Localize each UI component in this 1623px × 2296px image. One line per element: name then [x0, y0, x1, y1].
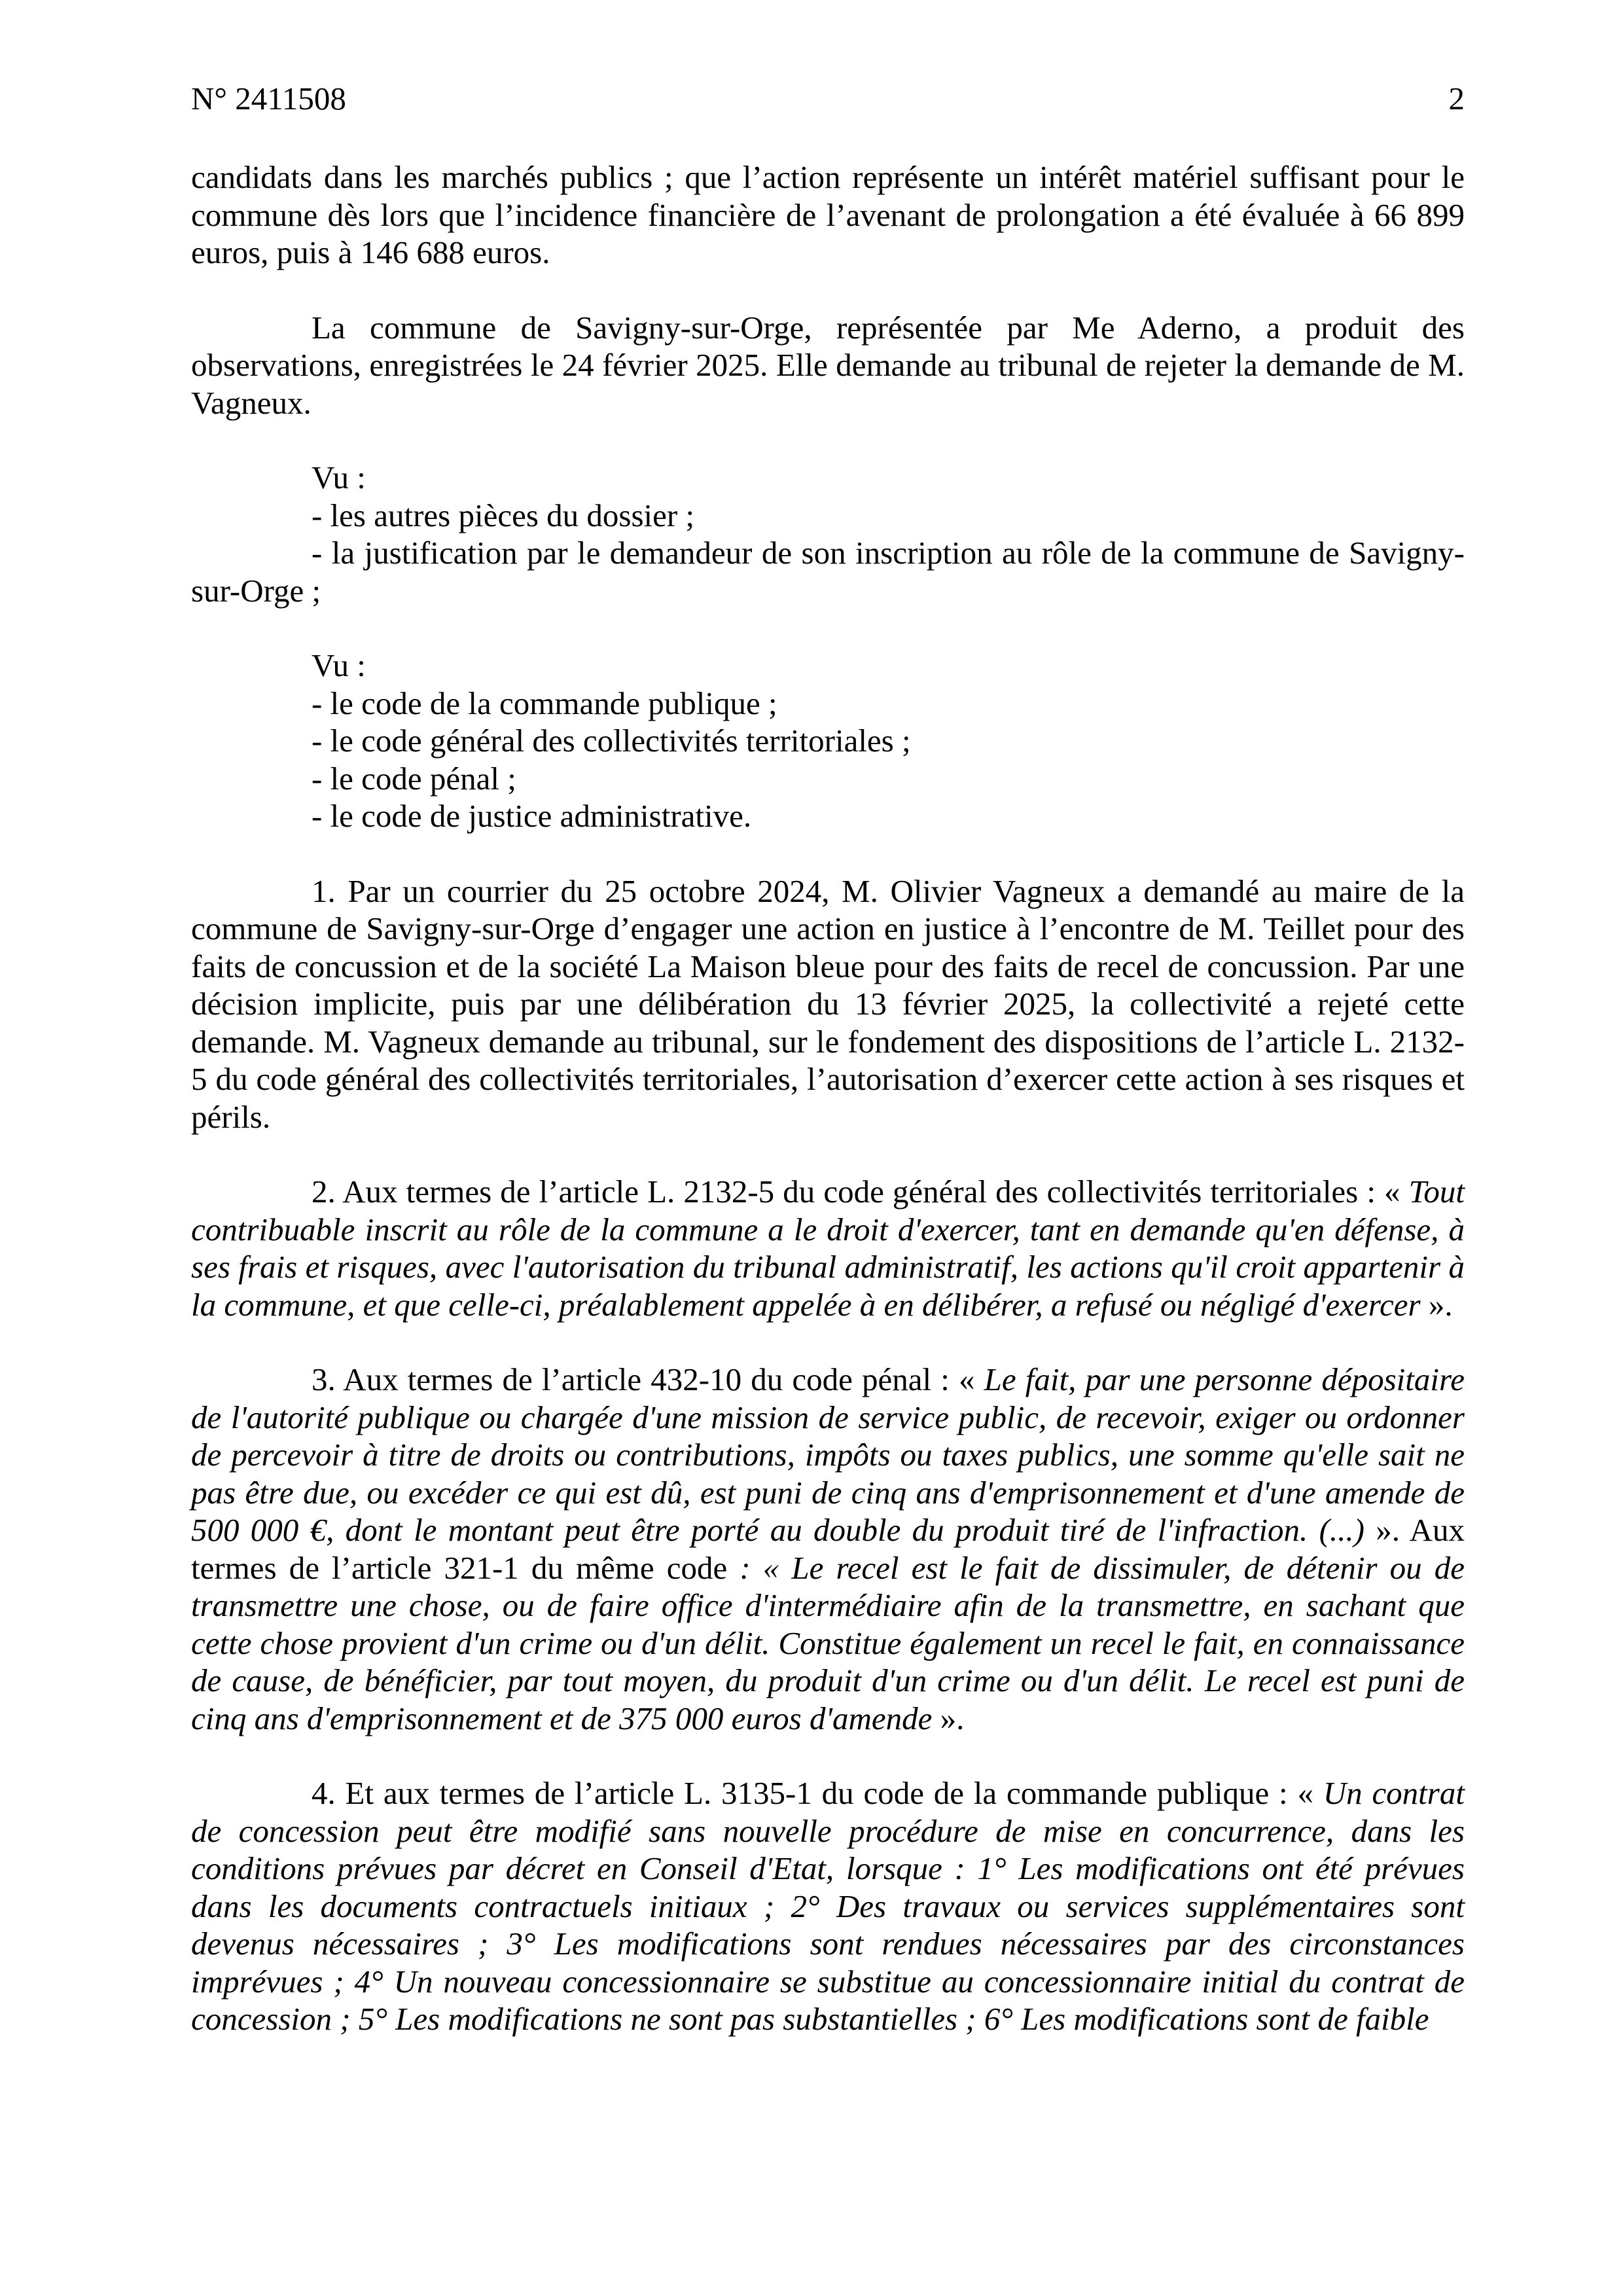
- numbered-paragraph-1: 1. Par un courrier du 25 octobre 2024, M. Olivier Vagneux a demandé au maire de la commune de Savigny-sur-Orge d’engager une action en justice à l’encontre de M. Teillet pour des faits de concussion et de la société La Maison bleue pour des faits de recel de concussion. Par une décision implicite, puis par une délibération du 13 février 2025, la collectivité a rejeté cette demande. M. Vagneux demande au tribunal, sur le fondement des dispositions de l’article L. 2132-5 du code général des collectivités territoriales, l’autorisation d’exercer cette action à ses risques et périls.: [191, 872, 1465, 1135]
- vu-item: - le code de la commande publique ;: [312, 685, 777, 721]
- vu-item: - les autres pièces du dossier ;: [312, 497, 695, 533]
- vu-section-codes: [191, 647, 1465, 835]
- vu-section-pieces: [191, 459, 1465, 609]
- legal-quote: Un contrat de concession peut être modifié sans nouvelle procédure de mise en concurrence, dans les conditions prévues par décret en Conseil d'Etat, lorsque : 1° Les modifications ont été prévues dans les documents contractuels initiaux ; 2° Des travaux ou services supplémentaires sont devenus nécessaires ; 3° Les modifications sont rendues nécessaires par des circonstances imprévues ; 4° Un nouveau concessionnaire se substitue au concessionnaire initial du contrat de concession ; 5° Les modifications ne sont pas substantielles ; 6° Les modifications sont de faible: [191, 1775, 1465, 2037]
- vu-item: - le code pénal ;: [312, 760, 516, 797]
- paragraph-continuation: candidats dans les marchés publics ; que l’action représente un intérêt matériel suffisant pour le commune dès lors que l’incidence financière de l’avenant de prolongation a été évaluée à 66 899 euros, puis à 146 688 euros.: [191, 159, 1465, 270]
- document-body: [191, 158, 1465, 2038]
- quote-close: ».: [1420, 1286, 1453, 1323]
- page-header: [191, 80, 1465, 118]
- vu-item: - le code général des collectivités territoriales ;: [312, 723, 911, 759]
- vu-item: - le code de justice administrative.: [312, 798, 752, 834]
- paragraph-intro: 3. Aux termes de l’article 432-10 du code pénal : «: [312, 1361, 984, 1397]
- page-number: 2: [1448, 81, 1465, 117]
- legal-quote: : « Le recel est le fait de dissimuler, de détenir ou de transmettre une chose, ou de faire office d'intermédiaire afin de la transmettre, en sachant que cette chose provient d'un crime ou d'un délit. Constitue également un recel le fait, en connaissance de cause, de bénéficier, par tout moyen, du produit d'un crime ou d'un délit. Le recel est puni de cinq ans d'emprisonnement et de 375 000 euros d'amende: [191, 1549, 1465, 1736]
- paragraph-intro: 4. Et aux termes de l’article L. 3135-1 du code de la commande publique : «: [312, 1775, 1323, 1811]
- case-number: N° 2411508: [191, 81, 346, 117]
- numbered-paragraph-2: [191, 1173, 1465, 1323]
- numbered-paragraph-4: [191, 1774, 1465, 2038]
- paragraph-intro: 2. Aux termes de l’article L. 2132-5 du code général des collectivités territoriales : «: [312, 1174, 1409, 1210]
- paragraph-middle: ». Aux termes de l’article 321-1 du même code: [191, 1512, 1465, 1586]
- numbered-paragraph-3: [191, 1361, 1465, 1737]
- quote-close: ».: [932, 1700, 965, 1736]
- vu-item: - la justification par le demandeur de son inscription au rôle de la commune de Savigny-sur-Orge ;: [191, 535, 1465, 609]
- vu-label: Vu :: [312, 459, 366, 495]
- vu-label: Vu :: [312, 647, 366, 683]
- legal-quote: Le fait, par une personne dépositaire de l'autorité publique ou chargée d'une mission de service public, de recevoir, exiger ou ordonner de percevoir à titre de droits ou contributions, impôts ou taxes publics, une somme qu'elle sait ne pas être due, ou excéder ce qui est dû, est puni de cinq ans d'emprisonnement et d'une amende de 500 000 €, dont le montant peut être porté au double du produit tiré de l'infraction. (...): [191, 1361, 1465, 1548]
- legal-quote: Tout contribuable inscrit au rôle de la commune a le droit d'exercer, tant en demande qu'en défense, à ses frais et risques, avec l'autorisation du tribunal administratif, les actions qu'il croit appartenir à la commune, et que celle-ci, préalablement appelée à en délibérer, a refusé ou négligé d'exercer: [191, 1174, 1465, 1323]
- paragraph-commune-observations: La commune de Savigny-sur-Orge, représentée par Me Aderno, a produit des observations, enregistrées le 24 février 2025. Elle demande au tribunal de rejeter la demande de M. Vagneux.: [191, 309, 1465, 421]
